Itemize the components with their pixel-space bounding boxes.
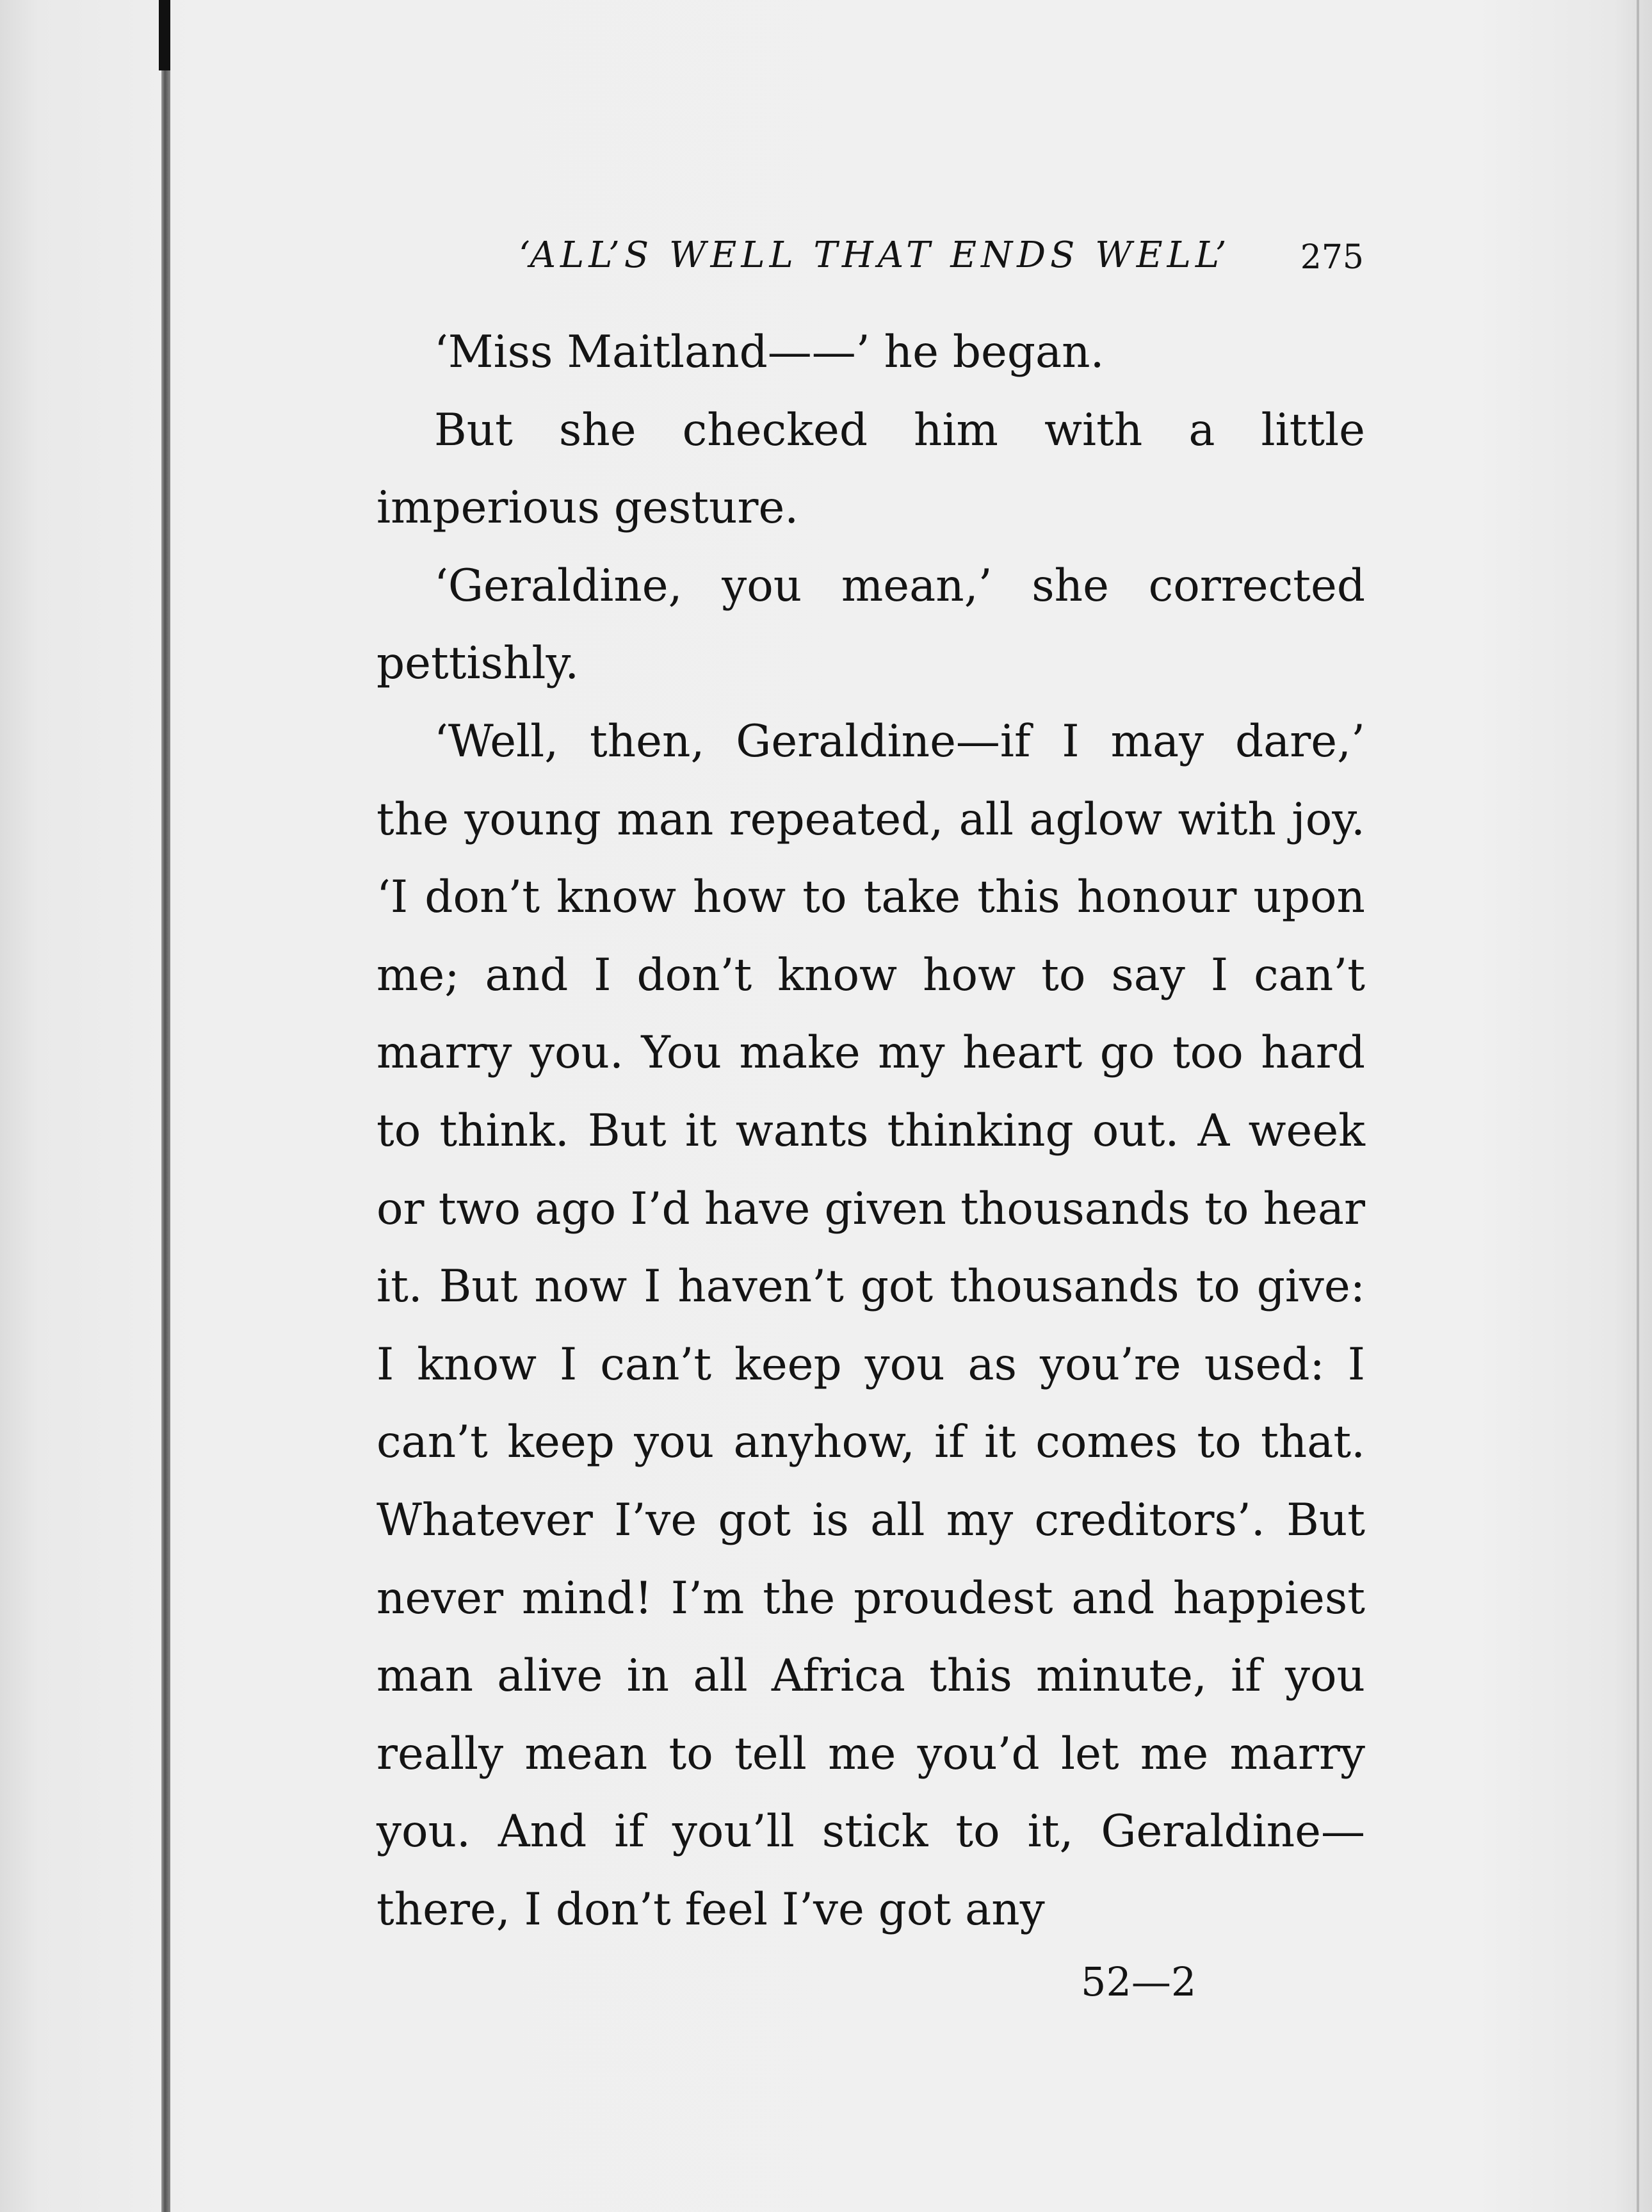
paragraph: ‘Miss Maitland——’ he began. — [434, 327, 1105, 378]
page-edge-right — [1637, 0, 1639, 2212]
signature-mark: 52—2 — [1081, 1958, 1197, 2005]
paragraph: ‘Geraldine, you mean,’ she corrected pettishly. — [377, 560, 1365, 690]
page-header — [519, 234, 1364, 286]
binding-edge-left — [161, 0, 170, 2212]
page-number: 275 — [1300, 238, 1364, 277]
running-title: ‘ALL’S WELL THAT ENDS WELL’ — [519, 234, 1231, 276]
binding-notch — [159, 0, 170, 70]
paragraph: ‘Well, then, Geraldine—if I may dare,’ the young man repeated, all aglow with joy. ‘I don’t know how to take this honour upon me; and I don’t know how to say I can’t marry you. You make my heart go too hard to think. But it wants thinking out. A week or two ago I’d have given thousands to hear it. But now I haven’t got thousands to give: I know I can’t keep you as you’re used: I can’t keep you anyhow, if it comes to that. Whatever I’ve got is all my creditors’. But never mind! I’m the proudest and happiest man alive in all Africa this minute, if you really mean to tell me you’d let me marry you. And if you’ll stick to it, Geraldine—there, I don’t feel I’ve got any — [377, 715, 1365, 1935]
paragraph: But she checked him with a little imperious gesture. — [377, 404, 1365, 534]
body-text — [377, 314, 1365, 1949]
